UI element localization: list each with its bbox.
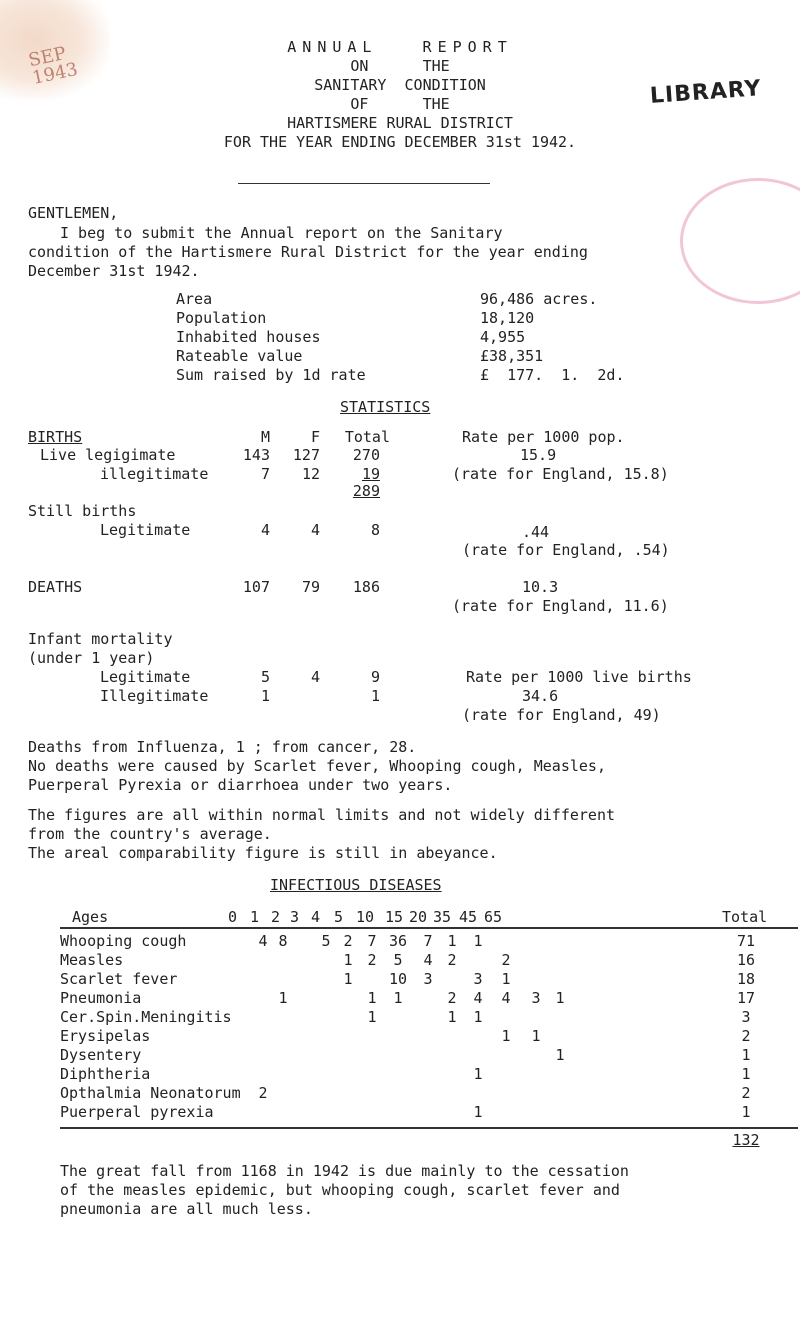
live-legit-f: 127 <box>292 446 320 464</box>
disease-total: 2 <box>741 1084 751 1102</box>
births-rate: 15.9 <box>520 446 557 464</box>
disease-count-cell: 1 <box>473 932 483 950</box>
age-column-header: 65 <box>484 908 503 926</box>
disease-count-cell: 3 <box>423 970 433 988</box>
summary-value: 96,486 acres. <box>480 290 598 308</box>
disease-count-cell: 1 <box>367 1008 377 1026</box>
infant-rate-england: (rate for England, 49) <box>462 706 661 724</box>
infant-legit-m: 5 <box>260 668 270 686</box>
infant-illegit-total: 1 <box>370 687 380 705</box>
age-column-header: 3 <box>290 908 300 926</box>
summary-label: Sum raised by 1d rate <box>176 366 366 384</box>
notes-line-5: from the country's average. <box>28 825 272 843</box>
births-heading: BIRTHS <box>28 428 83 446</box>
disease-total: 3 <box>741 1008 751 1026</box>
illegit-m: 7 <box>260 465 270 483</box>
disease-name: Opthalmia Neonatorum <box>60 1084 241 1102</box>
disease-count-cell: 1 <box>473 1103 483 1121</box>
disease-total: 16 <box>736 951 756 969</box>
disease-count-cell: 2 <box>447 989 457 1007</box>
age-column-header: 15 <box>385 908 404 926</box>
notes-line-4: The figures are all within normal limits and not widely different <box>28 806 615 824</box>
disease-count-cell: 1 <box>343 970 353 988</box>
disease-count-cell: 2 <box>258 1084 268 1102</box>
library-seal-stamp <box>680 178 800 304</box>
age-column-header: 2 <box>271 908 281 926</box>
disease-total: 2 <box>741 1027 751 1045</box>
infectious-heading: INFECTIOUS DISEASES <box>270 876 442 894</box>
disease-count-cell: 4 <box>258 932 268 950</box>
infant-label-1: Infant mortality <box>28 630 173 648</box>
intro-line-2: condition of the Hartismere Rural District for the year ending <box>28 243 588 261</box>
deaths-m: 107 <box>242 578 270 596</box>
infant-rate-heading: Rate per 1000 live births <box>466 668 692 686</box>
births-total: 289 <box>352 482 380 500</box>
disease-count-cell: 1 <box>473 1008 483 1026</box>
disease-name: Dysentery <box>60 1046 142 1064</box>
disease-count-cell: 4 <box>423 951 433 969</box>
still-rate: .44 <box>522 523 550 541</box>
age-column-header: 35 <box>433 908 452 926</box>
summary-value: £ 177. 1. 2d. <box>480 366 625 384</box>
title-year: FOR THE YEAR ENDING DECEMBER 31st 1942. <box>223 133 577 151</box>
disease-count-cell: 1 <box>473 1065 483 1083</box>
intro-line-1: I beg to submit the Annual report on the Sanitary <box>60 224 503 242</box>
disease-count-cell: 1 <box>531 1027 541 1045</box>
age-column-header: 10 <box>356 908 375 926</box>
table-bottom-rule <box>60 1127 798 1129</box>
infant-label-2: (under 1 year) <box>28 649 155 667</box>
closing-line-1: The great fall from 1168 in 1942 is due mainly to the cessation <box>60 1162 629 1180</box>
disease-count-cell: 5 <box>321 932 331 950</box>
summary-value: £38,351 <box>480 347 544 365</box>
disease-name: Cer.Spin.Meningitis <box>60 1008 232 1026</box>
col-total-header: Total <box>344 428 390 446</box>
disease-name: Diphtheria <box>60 1065 151 1083</box>
disease-count-cell: 2 <box>343 932 353 950</box>
live-legit-label: Live legigimate <box>40 446 176 464</box>
corner-stamp-text: SEP 1943 <box>26 42 80 89</box>
notes-line-2: No deaths were caused by Scarlet fever, Whooping cough, Measles, <box>28 757 606 775</box>
summary-label: Population <box>176 309 267 327</box>
disease-count-cell: 4 <box>501 989 511 1007</box>
disease-total: 71 <box>736 932 756 950</box>
closing-line-2: of the measles epidemic, but whooping cough, scarlet fever and <box>60 1181 620 1199</box>
disease-name: Erysipelas <box>60 1027 151 1045</box>
deaths-rate-england: (rate for England, 11.6) <box>452 597 669 615</box>
disease-total: 18 <box>736 970 756 988</box>
disease-total: 1 <box>741 1065 751 1083</box>
disease-name: Whooping cough <box>60 932 187 950</box>
still-births-label: Still births <box>28 502 137 520</box>
deaths-f: 79 <box>301 578 320 596</box>
age-column-header: 0 <box>228 908 238 926</box>
births-rate-heading: Rate per 1000 pop. <box>462 428 625 446</box>
title-sanitary: SANITARY CONDITION <box>314 76 486 94</box>
disease-count-cell: 36 <box>388 932 408 950</box>
notes-line-1: Deaths from Influenza, 1 ; from cancer, 28. <box>28 738 417 756</box>
disease-count-cell: 1 <box>555 989 565 1007</box>
live-legit-total: 270 <box>352 446 380 464</box>
disease-count-cell: 1 <box>447 932 457 950</box>
illegit-total: 19 <box>361 465 380 483</box>
col-f-header: F <box>310 428 320 446</box>
still-rate-england: (rate for England, .54) <box>462 541 670 559</box>
live-legit-m: 143 <box>242 446 270 464</box>
still-total: 8 <box>370 521 380 539</box>
disease-count-cell: 7 <box>367 932 377 950</box>
births-rate-england: (rate for England, 15.8) <box>452 465 669 483</box>
infant-illegit-m: 1 <box>260 687 270 705</box>
title-on: ON THE <box>350 57 450 75</box>
salutation: GENTLEMEN, <box>28 204 119 222</box>
disease-count-cell: 1 <box>278 989 288 1007</box>
infant-legit-total: 9 <box>370 668 380 686</box>
disease-count-cell: 3 <box>531 989 541 1007</box>
disease-count-cell: 1 <box>393 989 403 1007</box>
age-column-header: 5 <box>334 908 344 926</box>
illegit-f: 12 <box>301 465 320 483</box>
still-legit-label: Legitimate <box>100 521 191 539</box>
disease-name: Puerperal pyrexia <box>60 1103 214 1121</box>
notes-line-3: Puerperal Pyrexia or diarrhoea under two years. <box>28 776 453 794</box>
age-column-header: 20 <box>409 908 428 926</box>
library-stamp: LIBRARY <box>649 76 763 109</box>
total-header: Total <box>722 908 768 926</box>
infant-legit-f: 4 <box>310 668 320 686</box>
title-of: OF THE <box>350 95 450 113</box>
age-column-header: 4 <box>311 908 321 926</box>
ages-label: Ages <box>72 908 109 926</box>
summary-value: 18,120 <box>480 309 535 327</box>
deaths-total: 186 <box>352 578 380 596</box>
disease-count-cell: 7 <box>423 932 433 950</box>
summary-value: 4,955 <box>480 328 526 346</box>
still-m: 4 <box>260 521 270 539</box>
title-district: HARTISMERE RURAL DISTRICT <box>287 114 513 132</box>
disease-name: Measles <box>60 951 124 969</box>
disease-count-cell: 1 <box>343 951 353 969</box>
grand-total: 132 <box>732 1131 760 1149</box>
divider <box>238 183 490 184</box>
infant-rate: 34.6 <box>522 687 559 705</box>
intro-line-3: December 31st 1942. <box>28 262 200 280</box>
disease-name: Pneumonia <box>60 989 142 1007</box>
illegit-label: illegitimate <box>100 465 209 483</box>
summary-label: Rateable value <box>176 347 303 365</box>
disease-count-cell: 10 <box>388 970 408 988</box>
disease-count-cell: 2 <box>367 951 377 969</box>
deaths-label: DEATHS <box>28 578 83 596</box>
closing-line-3: pneumonia are all much less. <box>60 1200 313 1218</box>
disease-count-cell: 5 <box>393 951 403 969</box>
col-m-header: M <box>260 428 270 446</box>
deaths-rate: 10.3 <box>522 578 559 596</box>
infant-legit-label: Legitimate <box>100 668 191 686</box>
statistics-heading: STATISTICS <box>340 398 431 416</box>
disease-count-cell: 2 <box>447 951 457 969</box>
notes-line-6: The areal comparability figure is still in abeyance. <box>28 844 498 862</box>
disease-total: 17 <box>736 989 756 1007</box>
disease-count-cell: 3 <box>473 970 483 988</box>
disease-count-cell: 1 <box>447 1008 457 1026</box>
disease-total: 1 <box>741 1103 751 1121</box>
disease-count-cell: 1 <box>501 970 511 988</box>
age-column-header: 45 <box>459 908 478 926</box>
age-column-header: 1 <box>250 908 260 926</box>
disease-count-cell: 1 <box>555 1046 565 1064</box>
summary-label: Area <box>176 290 213 308</box>
table-top-rule <box>60 927 798 929</box>
disease-count-cell: 4 <box>473 989 483 1007</box>
disease-total: 1 <box>741 1046 751 1064</box>
summary-label: Inhabited houses <box>176 328 321 346</box>
infant-illegit-label: Illegitimate <box>100 687 209 705</box>
disease-count-cell: 8 <box>278 932 288 950</box>
disease-name: Scarlet fever <box>60 970 178 988</box>
still-f: 4 <box>310 521 320 539</box>
disease-count-cell: 1 <box>501 1027 511 1045</box>
disease-count-cell: 2 <box>501 951 511 969</box>
report-title: ANNUAL REPORT <box>287 38 513 56</box>
disease-count-cell: 1 <box>367 989 377 1007</box>
